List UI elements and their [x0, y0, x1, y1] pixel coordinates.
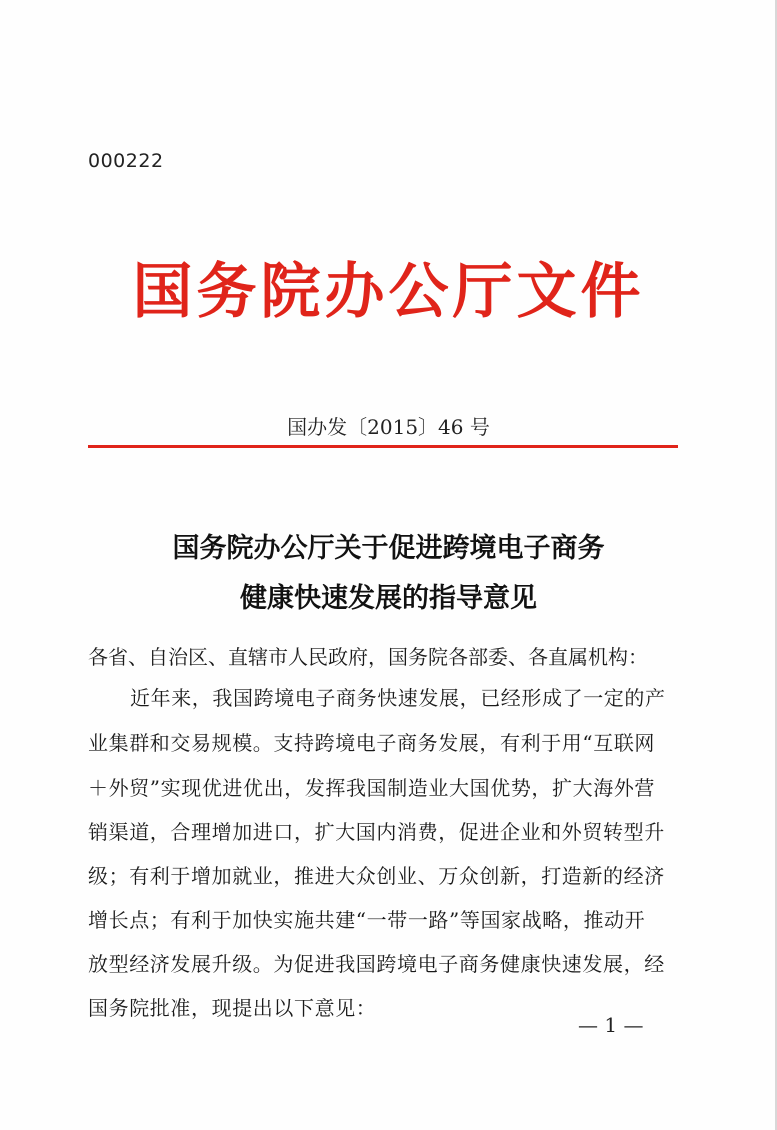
title-line-2: 健康快速发展的指导意见 [240, 583, 537, 614]
body-line: 近年来，我国跨境电子商务快速发展，已经形成了一定的产 [130, 686, 666, 710]
body-line: 增长点；有利于加快实施共建“一带一路”等国家战略，推动开 [88, 908, 646, 932]
body-line: 销渠道，合理增加进口，扩大国内消费，促进企业和外贸转型升 [88, 820, 665, 844]
addressee: 各省、自治区、直辖市人民政府，国务院各部委、各直属机构： [88, 645, 648, 669]
body-line: 业集群和交易规模。支持跨境电子商务发展，有利于用“互联网 [88, 731, 656, 755]
title-line-1: 国务院办公厅关于促进跨境电子商务 [172, 533, 605, 564]
body-line: 国务院批准，现提出以下意见： [88, 996, 377, 1020]
document-title [0, 524, 777, 624]
body-line: 放型经济发展升级。为促进我国跨境电子商务健康快速发展，经 [88, 952, 665, 976]
serial-number: 000222 [88, 150, 164, 172]
masthead-title: 国务院办公厅文件 [132, 257, 645, 327]
page-number: — 1 — [578, 1013, 644, 1037]
body-line: 级；有利于增加就业，推进大众创业、万众创新，打造新的经济 [88, 864, 665, 888]
document-number: 国办发〔2015〕46 号 [287, 415, 490, 439]
red-divider [88, 445, 678, 448]
body-line: ＋外贸”实现优进优出，发挥我国制造业大国优势，扩大海外营 [88, 776, 656, 800]
